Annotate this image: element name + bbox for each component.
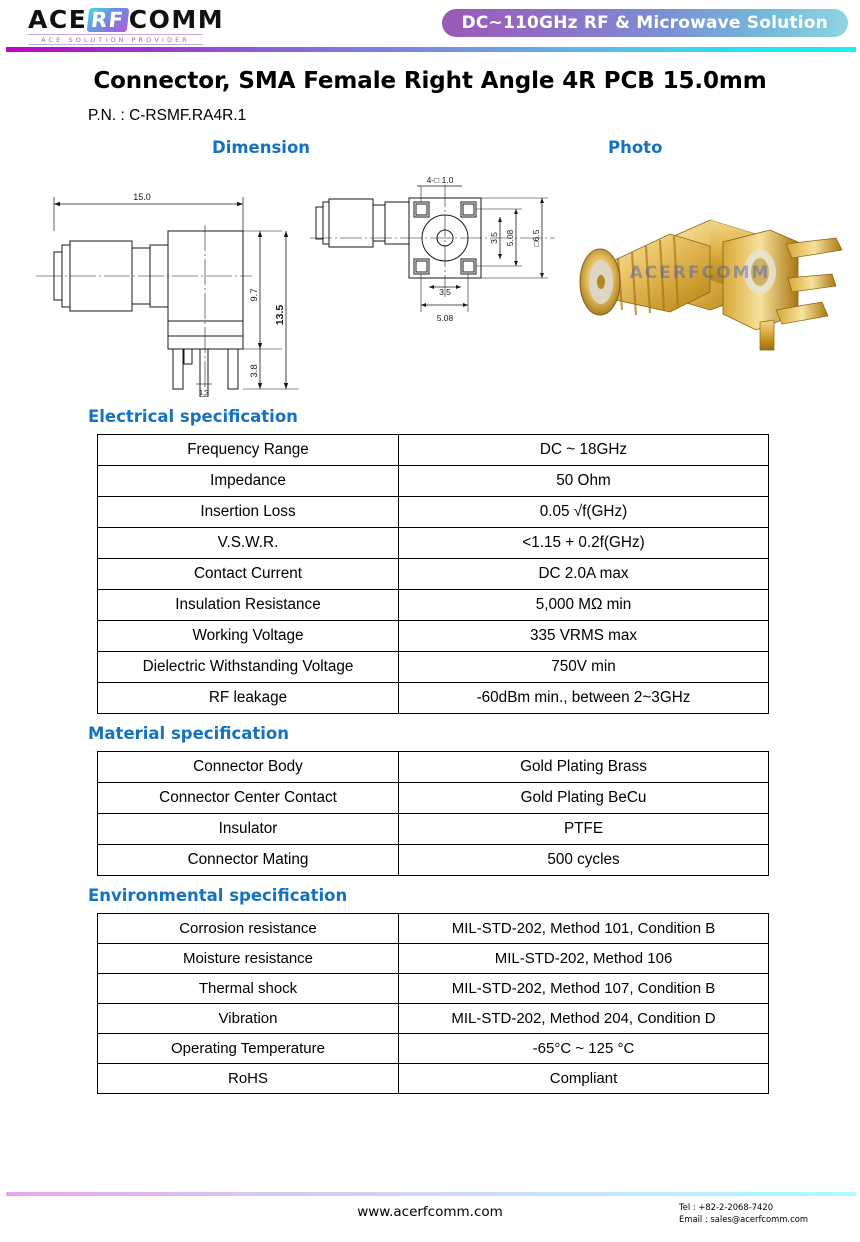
material-heading: Material specification xyxy=(88,724,289,743)
section-environmental xyxy=(0,886,860,1094)
row-value: Compliant xyxy=(399,1064,769,1094)
part-number: P.N. : C-RSMF.RA4R.1 xyxy=(88,107,247,124)
page-title: Connector, SMA Female Right Angle 4R PCB 15.0mm xyxy=(93,68,767,94)
table-row xyxy=(98,845,769,876)
table-row xyxy=(98,435,769,466)
table-row xyxy=(98,497,769,528)
header-gradient-rule xyxy=(6,47,856,52)
logo-rf-badge: RF xyxy=(87,8,129,32)
row-key: Vibration xyxy=(98,1004,399,1034)
dim-label-body-square: □6.5 xyxy=(531,229,541,247)
row-value: Gold Plating BeCu xyxy=(399,783,769,814)
title-block xyxy=(0,68,860,94)
row-value: <1.15 + 0.2f(GHz) xyxy=(399,528,769,559)
dimension-drawing-side-view xyxy=(34,169,324,397)
row-key: RF leakage xyxy=(98,683,399,714)
table-row xyxy=(98,752,769,783)
table-row xyxy=(98,914,769,944)
row-value: Gold Plating Brass xyxy=(399,752,769,783)
page-header xyxy=(0,0,860,46)
table-row xyxy=(98,528,769,559)
row-key: Operating Temperature xyxy=(98,1034,399,1064)
section-material xyxy=(0,724,860,876)
dim-label-pitch-inner: 3.5 xyxy=(439,287,451,297)
row-value: MIL-STD-202, Method 106 xyxy=(399,944,769,974)
row-key: V.S.W.R. xyxy=(98,528,399,559)
dim-label-pin-holes: 4-□ 1.0 xyxy=(426,175,454,185)
row-key: Insulator xyxy=(98,814,399,845)
table-row xyxy=(98,466,769,497)
footer-email[interactable]: Email : sales@acerfcomm.com xyxy=(679,1213,808,1224)
row-value: 5,000 MΩ min xyxy=(399,590,769,621)
row-value: MIL-STD-202, Method 107, Condition B xyxy=(399,974,769,1004)
logo-tagline: ACE SOLUTION PROVIDER xyxy=(28,34,203,45)
photo-section-label: Photo xyxy=(608,138,663,157)
row-value: -60dBm min., between 2~3GHz xyxy=(399,683,769,714)
header-banner-pill: DC~110GHz RF & Microwave Solution xyxy=(442,9,848,37)
table-row xyxy=(98,944,769,974)
table-row xyxy=(98,590,769,621)
row-value: 335 VRMS max xyxy=(399,621,769,652)
table-row xyxy=(98,783,769,814)
footer-website[interactable]: www.acerfcomm.com xyxy=(357,1204,503,1220)
table-row xyxy=(98,683,769,714)
footer-gradient-rule xyxy=(6,1192,856,1196)
row-value: DC ~ 18GHz xyxy=(399,435,769,466)
product-photo xyxy=(560,182,850,362)
dimension-drawing-top-view xyxy=(310,169,560,329)
drawing-area xyxy=(0,137,860,397)
row-value: -65°C ~ 125 °C xyxy=(399,1034,769,1064)
dim-label-pitch-vert-inner: 3.5 xyxy=(489,232,499,244)
row-key: Insulation Resistance xyxy=(98,590,399,621)
row-key: Corrosion resistance xyxy=(98,914,399,944)
footer-tel: Tel : +82-2-2068-7420 xyxy=(679,1202,774,1212)
table-row xyxy=(98,1064,769,1094)
table-row xyxy=(98,652,769,683)
row-key: Connector Mating xyxy=(98,845,399,876)
row-value: MIL-STD-202, Method 101, Condition B xyxy=(399,914,769,944)
row-key: Impedance xyxy=(98,466,399,497)
dim-label-pin-length: 3.8 xyxy=(249,364,260,378)
dim-label-total-height: 13.5 xyxy=(274,304,286,326)
row-key: Connector Body xyxy=(98,752,399,783)
row-key: Connector Center Contact xyxy=(98,783,399,814)
dim-label-upper-height: 9.7 xyxy=(249,288,260,302)
row-key: Contact Current xyxy=(98,559,399,590)
company-logo xyxy=(28,7,228,43)
logo-text-ace: ACE xyxy=(28,5,88,34)
logo-wordmark xyxy=(28,7,228,33)
photo-watermark-text: ACERFCOMM xyxy=(629,263,771,283)
row-value: DC 2.0A max xyxy=(399,559,769,590)
logo-text-comm: COMM xyxy=(128,5,225,34)
environmental-heading: Environmental specification xyxy=(88,886,348,905)
row-value: 0.05 √f(GHz) xyxy=(399,497,769,528)
dim-label-overall-length: 15.0 xyxy=(133,192,151,202)
dimension-section-label: Dimension xyxy=(212,138,311,157)
dim-label-pitch-outer: 5.08 xyxy=(436,313,454,323)
electrical-heading: Electrical specification xyxy=(88,407,298,426)
row-key: Dielectric Withstanding Voltage xyxy=(98,652,399,683)
row-value: 500 cycles xyxy=(399,845,769,876)
row-key: Thermal shock xyxy=(98,974,399,1004)
row-value: 750V min xyxy=(399,652,769,683)
row-key: Insertion Loss xyxy=(98,497,399,528)
table-row xyxy=(98,974,769,1004)
footer-contact xyxy=(679,1202,808,1225)
table-row xyxy=(98,814,769,845)
row-key: Working Voltage xyxy=(98,621,399,652)
page-footer xyxy=(0,1200,860,1234)
row-key: Frequency Range xyxy=(98,435,399,466)
dim-label-pin-width: 1.3 xyxy=(199,390,209,397)
table-row xyxy=(98,1034,769,1064)
row-key: RoHS xyxy=(98,1064,399,1094)
row-key: Moisture resistance xyxy=(98,944,399,974)
table-row xyxy=(98,1004,769,1034)
row-value: MIL-STD-202, Method 204, Condition D xyxy=(399,1004,769,1034)
row-value: PTFE xyxy=(399,814,769,845)
electrical-spec-table xyxy=(97,434,769,714)
dim-label-pitch-vert-outer: 5.08 xyxy=(505,229,515,247)
row-value: 50 Ohm xyxy=(399,466,769,497)
table-row xyxy=(98,559,769,590)
section-electrical xyxy=(0,407,860,714)
table-row xyxy=(98,621,769,652)
material-spec-table xyxy=(97,751,769,876)
environmental-spec-table xyxy=(97,913,769,1094)
